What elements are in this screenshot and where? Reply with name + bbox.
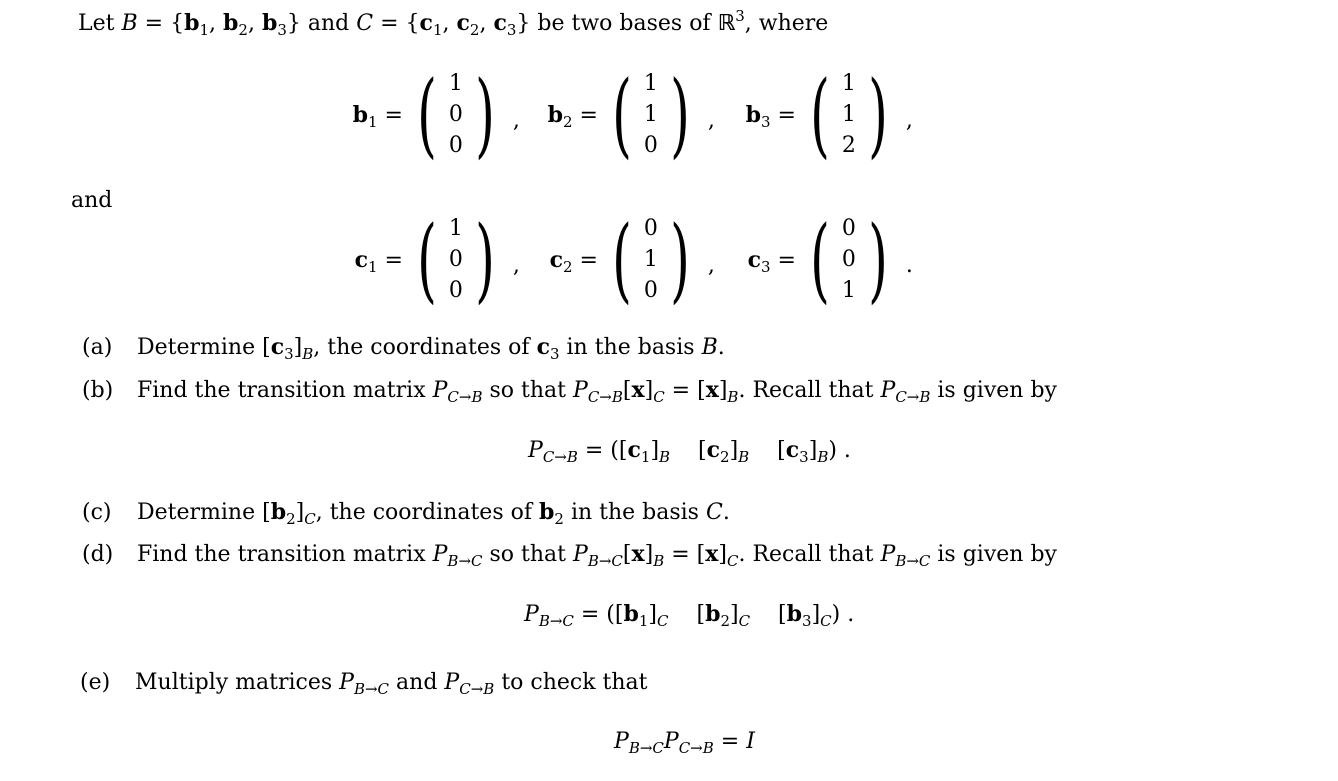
- vector-b1: $b_1$ = ( 1 0 0 ) ,: [352, 60, 520, 168]
- and-label: and: [71, 188, 113, 213]
- equation-pcb: $P_{C\to B} = ([c_1]_B$ $[c_2]_B$ $[c_3]_B$) .: [528, 437, 851, 466]
- part-b: (b) Find the transition matrix $P_{C\to B}$ so that $P_{C\to B}[x]_C = [x]_B$. Recall that $P_{C\to B}$ is given by: [82, 377, 1057, 406]
- intro-line: Let $B = \{b_1$, $b_2$, $b_3$} and $C = \{c_1$, $c_2$, $c_3$} be two bases of ℝ$^3$, where: [78, 7, 829, 39]
- part-c: (c) Determine $[b_2]_C$, the coordinates of $b_2$ in the basis C.: [82, 499, 730, 528]
- part-a: (a) Determine $[c_3]_B$, the coordinates of $c_3$ in the basis B.: [82, 334, 725, 363]
- vector-b3: $b_3$ = ( 1 1 2 ) ,: [745, 60, 913, 168]
- equation-pbc: $P_{B\to C} = ([b_1]_C$ $[b_2]_C$ $[b_3]_C$) .: [524, 601, 855, 630]
- part-d: (d) Find the transition matrix $P_{B\to C}$ so that $P_{B\to C}[x]_B = [x]_C$. Recall that $P_{B\to C}$ is given by: [82, 541, 1057, 570]
- vector-b2: $b_2$ = ( 1 1 0 ) ,: [547, 60, 715, 168]
- vector-c3: $c_3$ = ( 0 0 1 ) .: [747, 205, 913, 313]
- vector-c2: $c_2$ = ( 0 1 0 ) ,: [549, 205, 715, 313]
- equation-identity: $P_{B\to C}P_{C\to B} = I$: [614, 729, 755, 757]
- vector-c1: $c_1$ = ( 1 0 0 ) ,: [354, 205, 520, 313]
- part-e: (e) Multiply matrices $P_{B\to C}$ and $P_{C\to B}$ to check that: [80, 670, 648, 698]
